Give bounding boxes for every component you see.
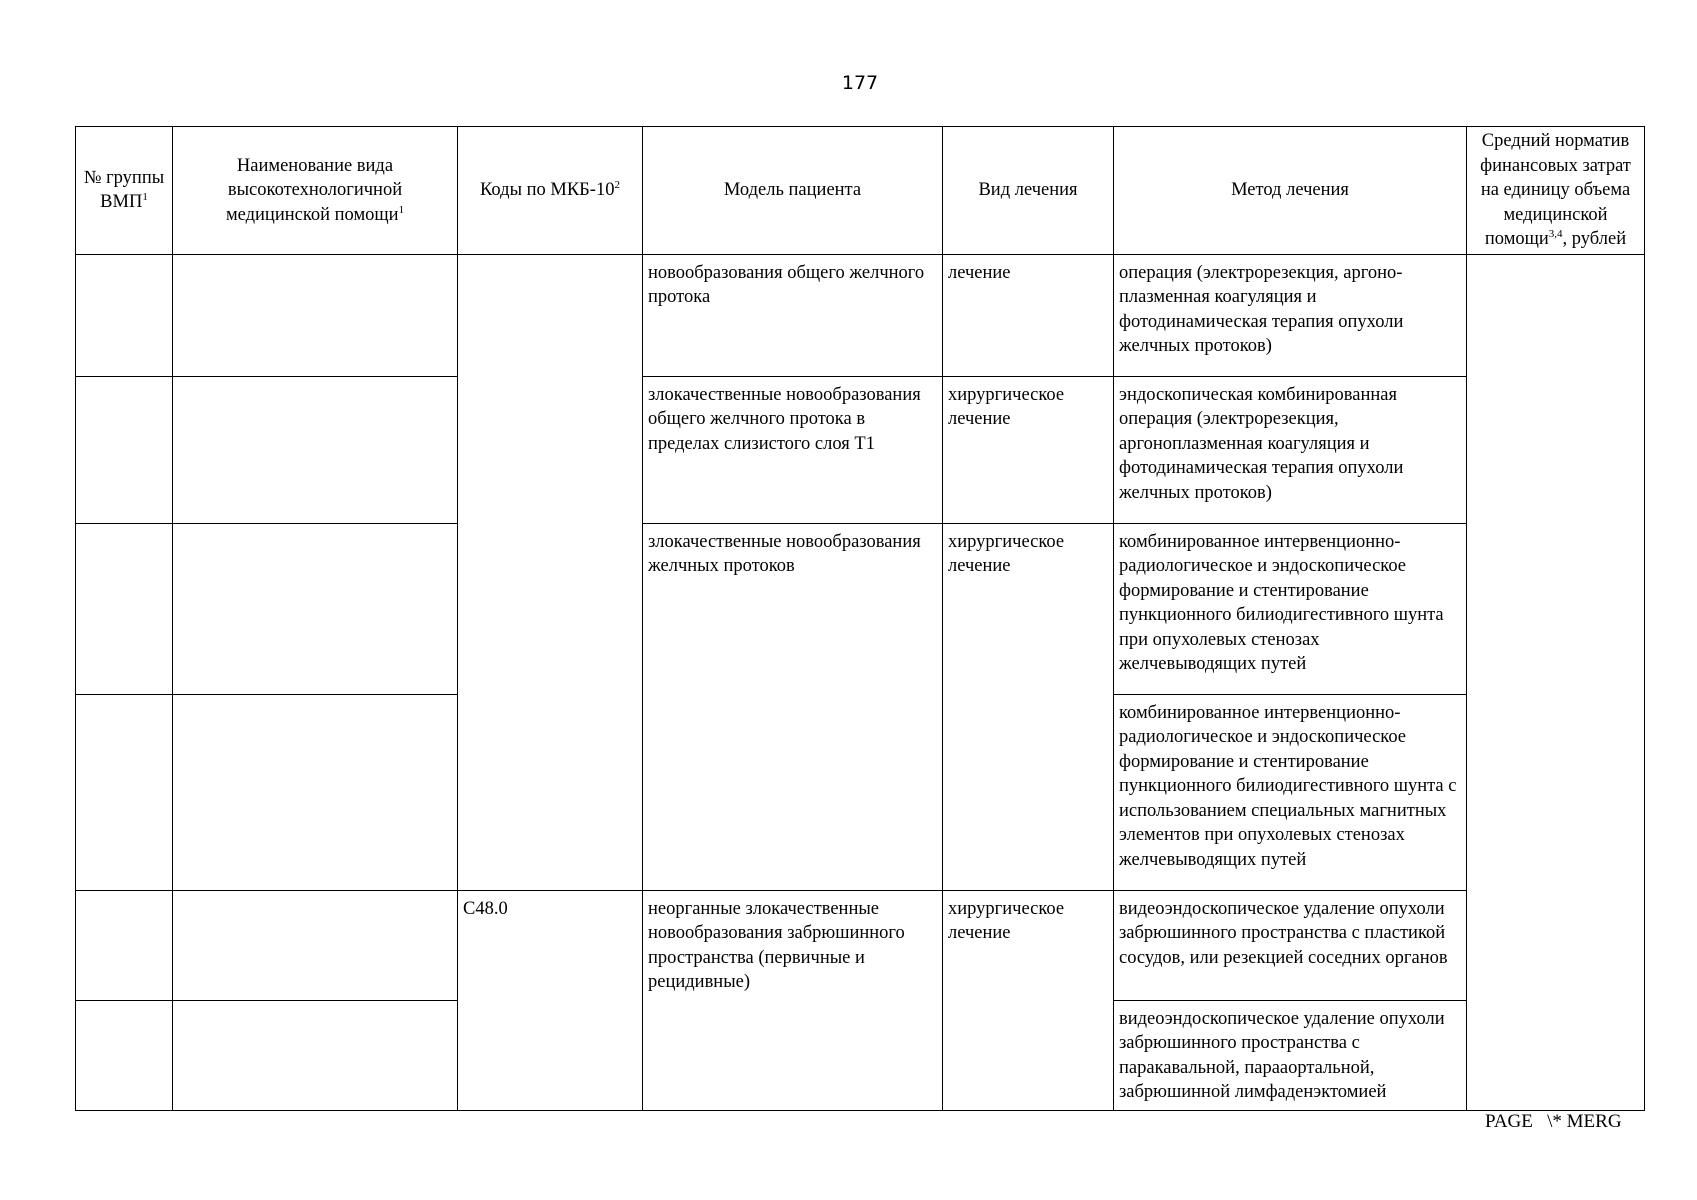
table-row <box>76 523 1645 694</box>
cell-method: эндоскопическая комбинированная операция (электрорезекция, аргоноплазменная коагуляция и фотодинамическая терапия опухоли желчных протоков) <box>1114 376 1467 523</box>
cell-group <box>76 1000 173 1110</box>
cell-method: комбинированное интервенционно-радиологическое и эндоскопическое формирование и стентирование пункционного билиодигестивного шунта при опухолевых стенозах желчевыводящих путей <box>1114 523 1467 694</box>
cell-name <box>173 1000 458 1110</box>
cell-treatment: лечение <box>943 254 1114 376</box>
cell-method: комбинированное интервенционно-радиологическое и эндоскопическое формирование и стентирование пункционного билиодигестивного шунта с использованием специальных магнитных элементов при опухолевых стенозах желчевыводящих путей <box>1114 694 1467 890</box>
header-care-type-name: Наименование вида высокотехнологичной медицинской помощи$^1$ <box>173 127 458 255</box>
treatment-table <box>75 126 1645 1111</box>
header-patient-model: Модель пациента <box>643 127 943 255</box>
cell-model: новообразования общего желчного протока <box>643 254 943 376</box>
cell-method: операция (электрорезекция, аргоно-плазменная коагуляция и фотодинамическая терапия опухоли желчных протоков) <box>1114 254 1467 376</box>
header-treatment-type: Вид лечения <box>943 127 1114 255</box>
cell-code: C48.0 <box>458 890 643 1110</box>
cell-model: неорганные злокачественные новообразования забрюшинного пространства (первичные и рецидивные) <box>643 890 943 1110</box>
cell-treatment: хирургическое лечение <box>943 523 1114 890</box>
cell-name <box>173 694 458 890</box>
cell-treatment: хирургическое лечение <box>943 376 1114 523</box>
cell-cost <box>1467 254 1645 1110</box>
page-number: 177 <box>841 72 879 94</box>
cell-treatment: хирургическое лечение <box>943 890 1114 1110</box>
cell-group <box>76 254 173 376</box>
cell-name <box>173 890 458 1000</box>
cell-code <box>458 254 643 890</box>
table-row <box>76 254 1645 376</box>
cell-group <box>76 694 173 890</box>
header-treatment-method: Метод лечения <box>1114 127 1467 255</box>
cell-group <box>76 376 173 523</box>
header-icd-codes: Коды по МКБ-$10^2$ <box>458 127 643 255</box>
cell-group <box>76 890 173 1000</box>
header-group-number: № группы ВМП$^1$ <box>76 127 173 255</box>
cell-model: злокачественные новообразования желчных протоков <box>643 523 943 890</box>
table-row <box>76 376 1645 523</box>
cell-method: видеоэндоскопическое удаление опухоли забрюшинного пространства с пластикой сосудов, или резекцией соседних органов <box>1114 890 1467 1000</box>
page-footer-field: PAGE \* MERG <box>1485 1111 1622 1132</box>
cell-group <box>76 523 173 694</box>
cell-name <box>173 523 458 694</box>
cell-method: видеоэндоскопическое удаление опухоли забрюшинного пространства с паракавальной, парааортальной, забрюшинной лимфаденэктомией <box>1114 1000 1467 1110</box>
cell-name <box>173 376 458 523</box>
cell-model: злокачественные новообразования общего желчного протока в пределах слизистого слоя T1 <box>643 376 943 523</box>
header-average-cost: Средний норматив финансовых затрат на единицу объема медицинской помощи$^{3,4}$, рублей <box>1467 127 1645 255</box>
table-header-row <box>76 127 1645 255</box>
table-row <box>76 890 1645 1000</box>
cell-name <box>173 254 458 376</box>
